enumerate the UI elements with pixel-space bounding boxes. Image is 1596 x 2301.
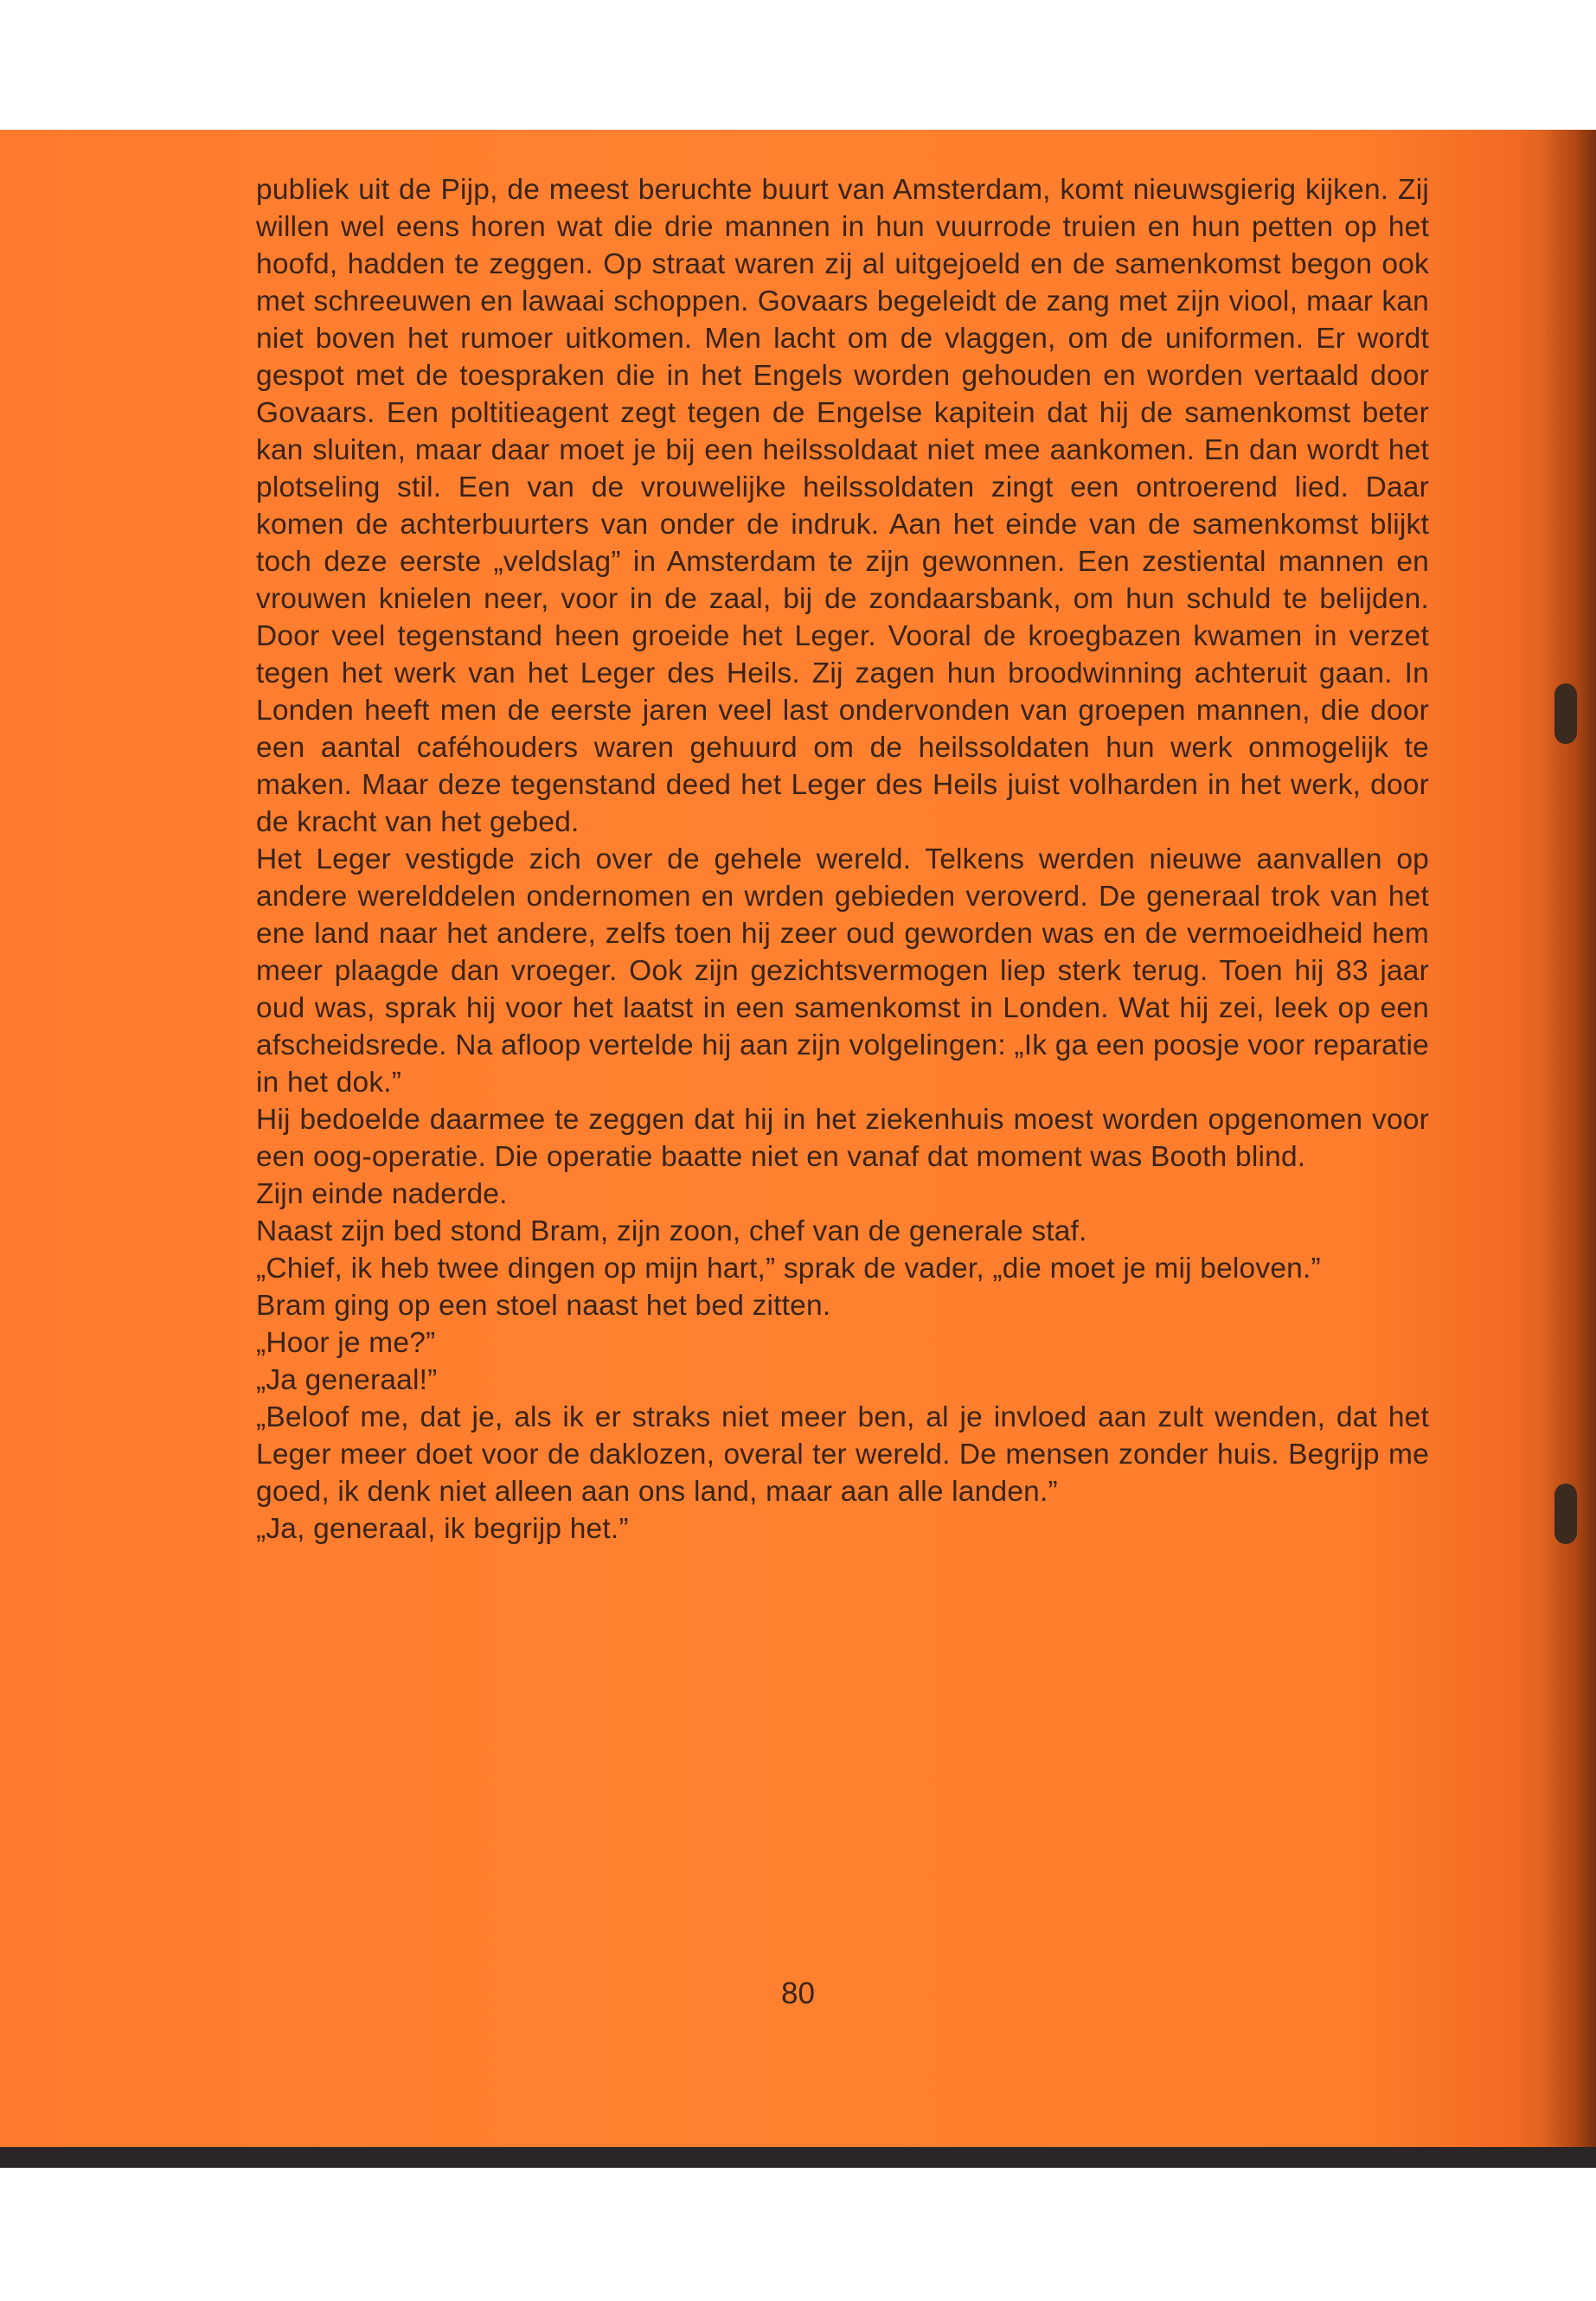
binding-hole	[1554, 683, 1577, 744]
body-text	[256, 171, 1429, 1548]
paragraph: Zijn einde naderde.	[256, 1178, 508, 1210]
paragraph: Hij bedoelde daarmee te zeggen dat hij in het ziekenhuis moest worden opgenomen voor een oog-operatie. Die operatie baatte niet en vanaf dat moment was Booth blind.	[256, 1104, 1429, 1173]
page-bottom-edge	[0, 2147, 1596, 2168]
page-number: 80	[781, 1977, 815, 2010]
dialogue-line: „Ja, generaal, ik begrijp het.”	[256, 1513, 629, 1545]
dialogue-line: „Hoor je me?”	[256, 1327, 436, 1359]
paragraph: Bram ging op een stoel naast het bed zitten.	[256, 1290, 831, 1322]
paragraph: Naast zijn bed stond Bram, zijn zoon, chef van de generale staf.	[256, 1215, 1087, 1247]
paragraph: Het Leger vestigde zich over de gehele wereld. Telkens werden nieuwe aanvallen op andere werelddelen ondernomen en wrden gebieden veroverd. De generaal trok van het ene land naar het andere, zelfs toen hij zeer oud geworden was en de vermoeidheid hem meer plaagde dan vroeger. Ook zijn gezichtsvermogen liep sterk terug. Toen hij 83 jaar oud was, sprak hij voor het laatst in een samenkomst in Londen. Wat hij zei, leek op een afscheidsrede. Na afloop vertelde hij aan zijn volgelingen: „Ik ga een poosje voor reparatie in het dok.”	[256, 843, 1429, 1099]
page-spine-shadow	[1544, 130, 1596, 2154]
dialogue-line: „Ja generaal!”	[256, 1364, 438, 1396]
dialogue-line: „Beloof me, dat je, als ik er straks niet meer ben, al je invloed aan zult wenden, dat het Leger meer doet voor de daklozen, overal ter wereld. De mensen zonder huis. Begrijp me goed, ik denk niet alleen aan ons land, maar aan alle landen.”	[256, 1401, 1429, 1508]
dialogue-line: „Chief, ik heb twee dingen op mijn hart,” sprak de vader, „die moet je mij beloven.”	[256, 1253, 1321, 1285]
paragraph: publiek uit de Pijp, de meest beruchte buurt van Amsterdam, komt nieuwsgierig kijken. Zij willen wel eens horen wat die drie mannen in hun vuurrode truien en hun petten op het hoofd, hadden te zeggen. Op straat waren zij al uitgejoeld en de samenkomst begon ook met schreeuwen en lawaai schoppen. Govaars begeleidt de zang met zijn viool, maar kan niet boven het rumoer uitkomen. Men lacht om de vlaggen, om de uniformen. Er wordt gespot met de toespraken die in het Engels worden gehouden en worden vertaald door Govaars. Een poltitieagent zegt tegen de Engelse kapitein dat hij de samenkomst beter kan sluiten, maar daar moet je bij een heilssoldaat niet mee aankomen. En dan wordt het plotseling stil. Een van de vrouwelijke heilssoldaten zingt een ontroerend lied. Daar komen de achterbuurters van onder de indruk. Aan het einde van de samenkomst blijkt toch deze eerste „veldslag” in Amsterdam te zijn gewonnen. Een zestiental mannen en vrouwen knielen neer, voor in de zaal, bij de zondaarsbank, om hun schuld te belijden. Door veel tegenstand heen groeide het Leger. Vooral de kroegbazen kwamen in verzet tegen het werk van het Leger des Heils. Zij zagen hun broodwinning achteruit gaan. In Londen heeft men de eerste jaren veel last ondervonden van groepen mannen, die door een aantal caféhouders waren gehuurd om de heilssoldaten hun werk onmogelijk te maken. Maar deze tegenstand deed het Leger des Heils juist volharden in het werk, door de kracht van het gebed.	[256, 174, 1429, 838]
binding-hole	[1554, 1484, 1577, 1544]
